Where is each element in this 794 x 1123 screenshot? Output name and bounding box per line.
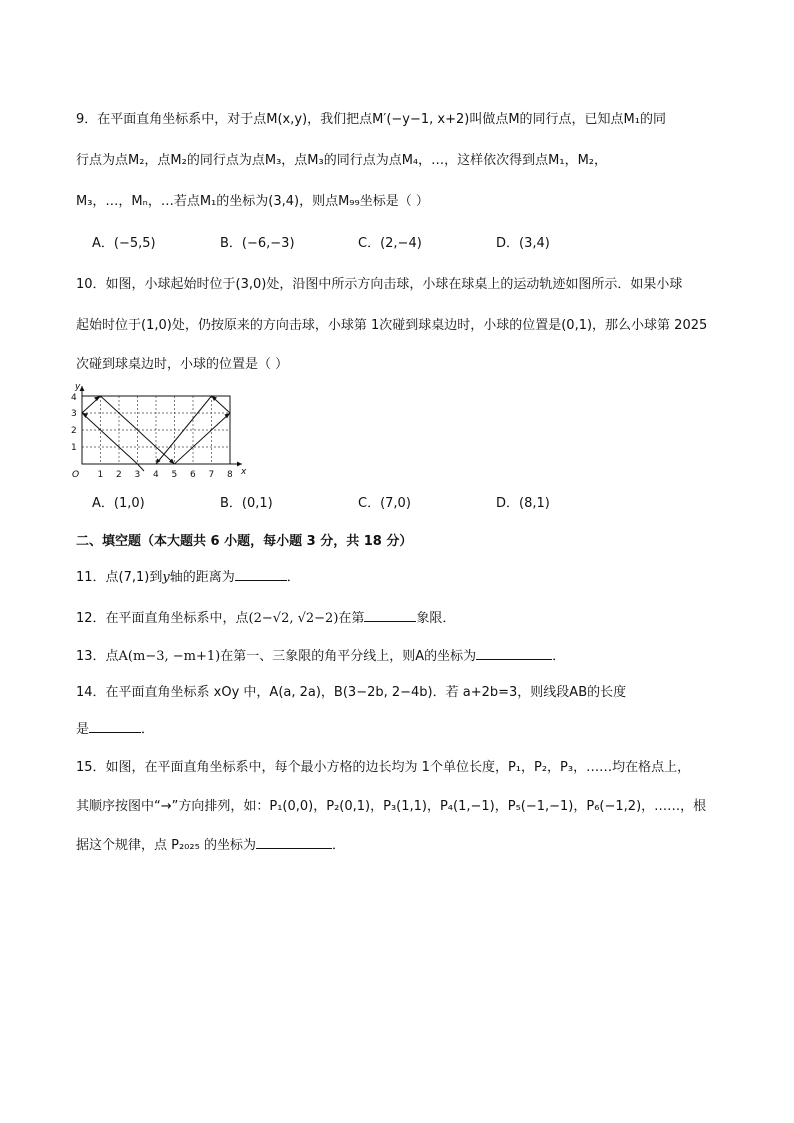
q15-line-1: 15．如图，在平面直角坐标系中，每个最小方格的边长均为 1个单位长度，P₁，P₂，P₃，……均在格点上， bbox=[76, 760, 691, 775]
grid-lines bbox=[82, 396, 230, 464]
q11 bbox=[76, 566, 300, 585]
q9-line-2: 行点为点M₂，点M₂的同行点为点M₃，点M₃的同行点为点M₄，…，这样依次得到点M₁，M₂， bbox=[76, 153, 607, 168]
y-tick: 2 bbox=[71, 426, 77, 436]
q12-text-after: 象限． bbox=[416, 611, 456, 626]
x-tick: 7 bbox=[208, 470, 215, 480]
q14-line-1: 14．在平面直角坐标系 xOy 中，A(a, 2a)，B(3−2b, 2−4b)．若 a+2b=3，则线段AB的长度 bbox=[76, 685, 627, 700]
q14-text-before: 是 bbox=[76, 722, 90, 737]
q9-option-d[interactable]: D．(3,4) bbox=[496, 236, 550, 251]
q15-end: ． bbox=[331, 838, 345, 853]
x-tick: 2 bbox=[116, 470, 122, 480]
q11-end: ． bbox=[286, 570, 300, 585]
q10-option-b[interactable]: B．(0,1) bbox=[220, 496, 273, 511]
origin-label: O bbox=[72, 470, 80, 480]
q12 bbox=[76, 607, 455, 626]
q9-option-c[interactable]: C．(2,−4) bbox=[358, 236, 422, 251]
section-title: 二、填空题（本大题共 6 小题，每小题 3 分，共 18 分） bbox=[76, 534, 413, 549]
x-tick: 6 bbox=[190, 470, 196, 480]
x-axis-arrow bbox=[237, 462, 242, 467]
q11-answer-blank[interactable] bbox=[235, 568, 287, 581]
q13-answer-blank[interactable] bbox=[476, 647, 552, 660]
x-tick: 8 bbox=[227, 470, 233, 480]
x-axis-label: x bbox=[241, 467, 247, 477]
q11-text-after: 轴的距离为 bbox=[169, 570, 235, 585]
q10-line-1: 10．如图，小球起始时位于(3,0)处，沿图中所示方向击球，小球在球桌上的运动轨迹如图所示．如果小球 bbox=[76, 277, 683, 292]
x-tick: 5 bbox=[171, 470, 178, 480]
q9-line-3: M₃，…，Mₙ，…若点M₁的坐标为(3,4)，则点M₉₉坐标是（ ） bbox=[76, 194, 429, 209]
q10-line-3: 次碰到球桌边时，小球的位置是（ ） bbox=[76, 357, 289, 372]
q12-expr: (2−√2, √2−2) bbox=[248, 611, 339, 626]
q10-options bbox=[92, 492, 550, 511]
q10-option-d[interactable]: D．(8,1) bbox=[496, 496, 550, 511]
q14-line-2 bbox=[76, 718, 154, 737]
tick-labels bbox=[71, 382, 247, 480]
q14-answer-blank[interactable] bbox=[89, 720, 141, 733]
q9-line-1: 9．在平面直角坐标系中，对于点M(x,y)，我们把点M′(−y−1, x+2)叫做点M的同行点，已知点M₁的同 bbox=[76, 112, 666, 127]
q13-text-before: 13．点 bbox=[76, 649, 119, 664]
q15-line-2: 其顺序按图中“→”方向排列，如：P₁(0,0)，P₂(0,1)，P₃(1,1)，P₄(1,−1)，P₅(−1,−1)，P₆(−1,2)，……，根 bbox=[76, 799, 707, 814]
q12-text-mid: 在第 bbox=[338, 611, 365, 626]
q12-answer-blank[interactable] bbox=[364, 609, 416, 622]
q10-line-2: 起始时位于(1,0)处，仍按原来的方向击球，小球第 1次碰到球桌边时，小球的位置是(0,1)，那么小球第 2025 bbox=[76, 318, 708, 333]
q15-answer-blank[interactable] bbox=[256, 836, 332, 849]
x-tick: 3 bbox=[134, 470, 141, 480]
q10-option-c[interactable]: C．(7,0) bbox=[358, 496, 411, 511]
y-axis-label: y bbox=[75, 382, 81, 392]
q11-axis: y bbox=[162, 570, 170, 585]
q9-option-b[interactable]: B．(−6,−3) bbox=[220, 236, 295, 251]
y-tick: 3 bbox=[71, 409, 77, 419]
q13 bbox=[76, 645, 565, 664]
q15-text-before: 据这个规律，点 P₂₀₂₅ 的坐标为 bbox=[76, 838, 256, 853]
q14-end: ． bbox=[141, 722, 155, 737]
q10-option-a[interactable]: A．(1,0) bbox=[92, 496, 145, 511]
billiard-table-figure bbox=[66, 380, 256, 484]
q11-text-before: 11．点(7,1)到 bbox=[76, 570, 163, 585]
y-tick: 4 bbox=[71, 393, 77, 403]
y-tick: 1 bbox=[71, 443, 77, 453]
q13-text-after: 在第一、三象限的角平分线上，则A的坐标为 bbox=[220, 649, 477, 664]
q12-text-before: 12．在平面直角坐标系中，点 bbox=[76, 611, 249, 626]
q13-expr: A(m−3, −m+1) bbox=[118, 649, 221, 664]
x-tick: 4 bbox=[153, 470, 159, 480]
q9-option-a[interactable]: A．(−5,5) bbox=[92, 236, 156, 251]
q9-options bbox=[92, 232, 550, 251]
x-tick: 1 bbox=[97, 470, 104, 480]
q13-end: ． bbox=[552, 649, 566, 664]
q15-line-3 bbox=[76, 834, 345, 853]
